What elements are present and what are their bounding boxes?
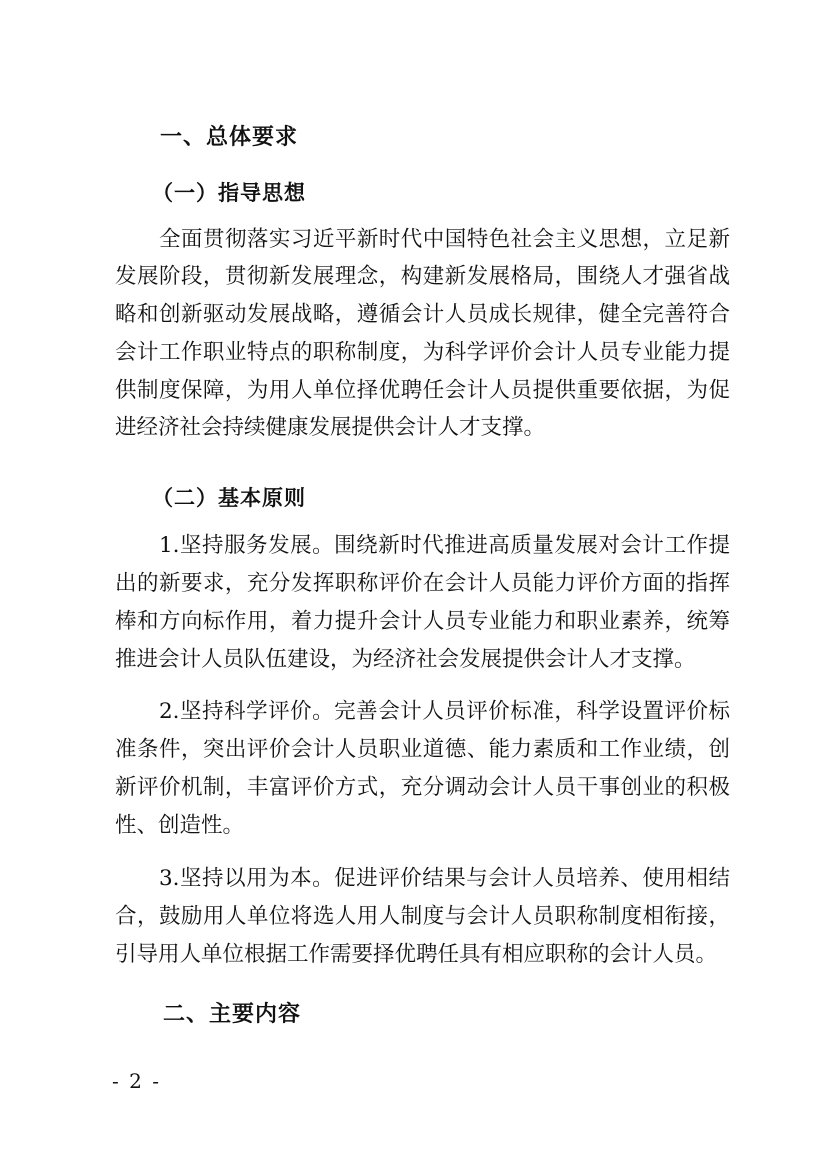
paragraph-line: 全面贯彻落实习近平新时代中国特色社会主义思想，立足新 bbox=[159, 227, 730, 252]
paragraph-line: 出的新要求，充分发挥职称评价在会计人员能力评价方面的指挥 bbox=[115, 571, 730, 596]
paragraph-line: 合，鼓励用人单位将选人用人制度与会计人员职称制度相衔接， bbox=[115, 904, 730, 929]
paragraph-line: 进经济社会持续健康发展提供会计人才支撑。 bbox=[115, 415, 546, 440]
paragraph-line: 发展阶段，贯彻新发展理念，构建新发展格局，围绕人才强省战 bbox=[115, 264, 730, 289]
paragraph-line: 准条件，突出评价会计人员职业道德、能力素质和工作业绩，创 bbox=[115, 737, 730, 762]
paragraph-line: 3.坚持以用为本。促进评价结果与会计人员培养、使用相结 bbox=[159, 866, 730, 891]
paragraph-line: 1.坚持服务发展。围绕新时代推进高质量发展对会计工作提 bbox=[159, 533, 730, 558]
section-heading-overall-requirements: 一、总体要求 bbox=[160, 125, 299, 150]
paragraph-line: 2.坚持科学评价。完善会计人员评价标准，科学设置评价标 bbox=[159, 699, 730, 724]
paragraph-line: 引导用人单位根据工作需要择优聘任具有相应职称的会计人员。 bbox=[115, 942, 718, 967]
page-number: - 2 - bbox=[112, 1069, 161, 1093]
paragraph-line: 供制度保障，为用人单位择优聘任会计人员提供重要依据，为促 bbox=[115, 378, 730, 403]
paragraph-line: 略和创新驱动发展战略，遵循会计人员成长规律，健全完善符合 bbox=[115, 302, 730, 327]
subheading-basic-principles: （二）基本原则 bbox=[152, 486, 306, 510]
section-heading-main-content: 二、主要内容 bbox=[163, 1002, 302, 1027]
paragraph-line: 性、创造性。 bbox=[115, 813, 245, 838]
subheading-guiding-ideology: （一）指导思想 bbox=[152, 181, 306, 205]
paragraph-line: 会计工作职业特点的职称制度，为科学评价会计人员专业能力提 bbox=[115, 340, 730, 365]
paragraph-line: 棒和方向标作用，着力提升会计人员专业能力和职业素养，统筹 bbox=[115, 609, 730, 634]
paragraph-line: 新评价机制，丰富评价方式，充分调动会计人员干事创业的积极 bbox=[115, 775, 730, 800]
paragraph-line: 推进会计人员队伍建设，为经济社会发展提供会计人才支撑。 bbox=[115, 647, 696, 672]
